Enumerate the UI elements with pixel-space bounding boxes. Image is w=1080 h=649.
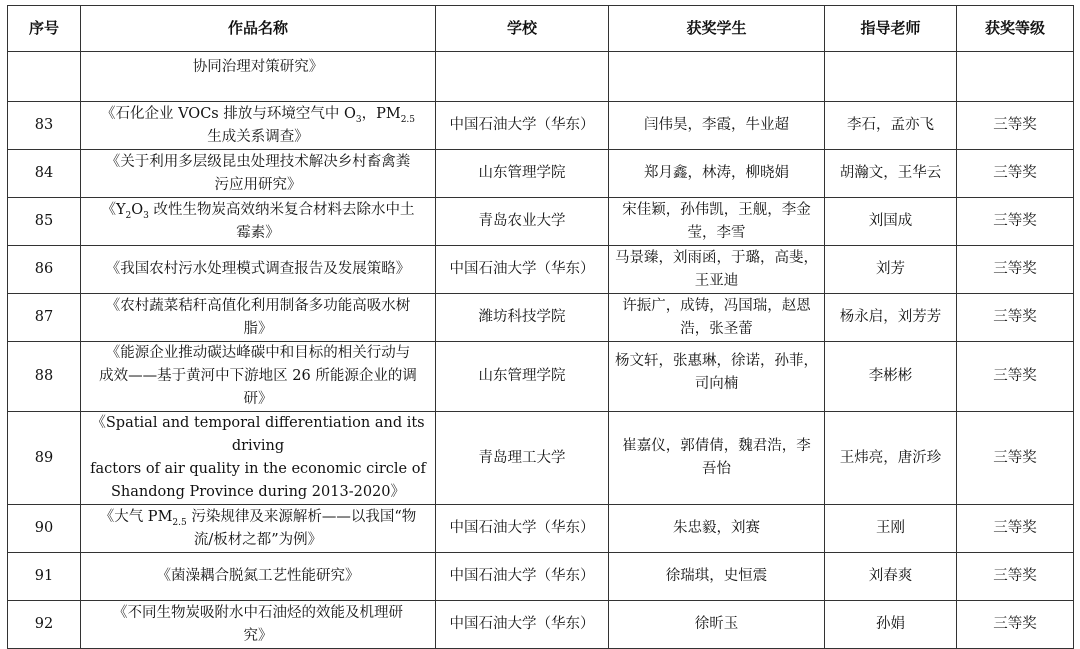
- title-line: 《关于利用多层级昆虫处理技术解决乡村畜禽粪: [105, 153, 411, 170]
- cell-students: 闫伟昊，李霞，牛业超: [609, 102, 825, 150]
- cell-title: [81, 198, 436, 246]
- cell-no: 88: [8, 342, 81, 412]
- title-line: 生成关系调查》: [207, 128, 309, 145]
- cell-no: 92: [8, 601, 81, 649]
- cell-school: 中国石油大学（华东）: [436, 553, 609, 601]
- cell-level: 三等奖: [957, 294, 1074, 342]
- cell-level: 三等奖: [957, 150, 1074, 198]
- cell-teachers: 王炜亮，唐沂珍: [825, 412, 957, 505]
- table-row: [8, 412, 1074, 505]
- cell-teachers: 孙娟: [825, 601, 957, 649]
- cell-title: 《我国农村污水处理模式调查报告及发展策略》: [81, 246, 436, 294]
- cell-title: [81, 294, 436, 342]
- cell-students: [609, 294, 825, 342]
- cell-level: 三等奖: [957, 505, 1074, 553]
- students-line: 杨文轩，张惠琳，徐诺，孙菲，: [615, 353, 818, 369]
- title-line: 《能源企业推动碳达峰碳中和目标的相关行动与: [105, 345, 411, 361]
- cell-title: [81, 150, 436, 198]
- cell-teachers: 李石，孟亦飞: [825, 102, 957, 150]
- students-line: 浩，张圣蕾: [680, 320, 753, 337]
- title-line: 成效——基于黄河中下游地区 26 所能源企业的调: [99, 368, 417, 384]
- cell-title: [81, 505, 436, 553]
- cell-school: 中国石油大学（华东）: [436, 102, 609, 150]
- cell-title: [81, 412, 436, 505]
- title-line: factors of air quality in the economic circle of: [90, 461, 426, 477]
- title-line: Shandong Province during 2013-2020》: [110, 484, 405, 500]
- cell-level: 三等奖: [957, 246, 1074, 294]
- cell-students: [609, 342, 825, 412]
- cell-students: [609, 198, 825, 246]
- table-row: [8, 601, 1074, 649]
- table-row: [8, 102, 1074, 150]
- title-line: 脂》: [243, 320, 273, 337]
- cell-no: 89: [8, 412, 81, 505]
- title-line: 《Spatial and temporal differentiation and its driving: [91, 415, 425, 454]
- cell-title: [81, 601, 436, 649]
- cell-school: 山东管理学院: [436, 342, 609, 412]
- title-line: 究》: [243, 627, 273, 644]
- cell-teachers: 胡瀚文，王华云: [825, 150, 957, 198]
- header-school: 学校: [436, 6, 609, 52]
- title-line: 研》: [243, 391, 273, 407]
- students-line: 宋佳颖，孙伟凯，王舰，李金: [622, 201, 811, 218]
- title-line: 《农村蔬菜秸秆高值化利用制备多功能高吸水树: [105, 297, 411, 314]
- cell-teachers: 王刚: [825, 505, 957, 553]
- cell-no: 91: [8, 553, 81, 601]
- table-row: [8, 294, 1074, 342]
- cell-teachers: 刘国成: [825, 198, 957, 246]
- cell-no: 86: [8, 246, 81, 294]
- cell-title: [81, 342, 436, 412]
- cell-title: [81, 52, 436, 102]
- title-line: 《石化企业 VOCs 排放与环境空气中 $O_3$，$PM_{2.5}$: [100, 105, 416, 125]
- title-line: 污应用研究》: [214, 176, 302, 193]
- header-teachers: 指导老师: [825, 6, 957, 52]
- cell-no: [8, 52, 81, 102]
- title-line: 霉素》: [236, 224, 280, 241]
- cell-school: 中国石油大学（华东）: [436, 601, 609, 649]
- cell-no: 90: [8, 505, 81, 553]
- cell-title: 《菌澡耦合脱氮工艺性能研究》: [81, 553, 436, 601]
- cell-school: 中国石油大学（华东）: [436, 505, 609, 553]
- cell-students: [609, 52, 825, 102]
- table-row: [8, 342, 1074, 412]
- cell-school: 山东管理学院: [436, 150, 609, 198]
- cell-level: 三等奖: [957, 102, 1074, 150]
- header-level: 获奖等级: [957, 6, 1074, 52]
- cell-no: 84: [8, 150, 81, 198]
- table-row: [8, 150, 1074, 198]
- students-line: 马景臻，刘雨函，于璐，高斐，: [615, 249, 818, 266]
- cell-students: 徐瑞琪，史恒震: [609, 553, 825, 601]
- table-row: [8, 52, 1074, 102]
- table-row: [8, 198, 1074, 246]
- cell-teachers: 李彬彬: [825, 342, 957, 412]
- header-row: [8, 6, 1074, 52]
- cell-school: 青岛理工大学: [436, 412, 609, 505]
- students-line: 司向楠: [694, 376, 739, 392]
- cell-students: [609, 412, 825, 505]
- title-line: 流/板材之都”为例》: [193, 531, 323, 548]
- students-line: 吾怡: [702, 461, 731, 477]
- cell-no: 87: [8, 294, 81, 342]
- header-students: 获奖学生: [609, 6, 825, 52]
- cell-level: 三等奖: [957, 553, 1074, 601]
- title-line: 《大气 $PM_{2.5}$ 污染规律及来源解析——以我国“物: [99, 508, 417, 528]
- cell-no: 83: [8, 102, 81, 150]
- students-line: 许振广，成铸，冯国瑞，赵恩: [622, 297, 811, 314]
- cell-teachers: [825, 52, 957, 102]
- cell-students: 朱忠毅，刘赛: [609, 505, 825, 553]
- cell-level: 三等奖: [957, 198, 1074, 246]
- cell-students: 郑月鑫，林涛，柳晓娟: [609, 150, 825, 198]
- table-row: [8, 553, 1074, 601]
- cell-school: 中国石油大学（华东）: [436, 246, 609, 294]
- cell-school: 青岛农业大学: [436, 198, 609, 246]
- cell-teachers: 刘春爽: [825, 553, 957, 601]
- cell-students: [609, 246, 825, 294]
- cell-title: [81, 102, 436, 150]
- title-line: 《$Y_2O_3$ 改性生物炭高效纳米复合材料去除水中土: [101, 201, 415, 221]
- cell-level: 三等奖: [957, 342, 1074, 412]
- students-line: 王亚迪: [694, 272, 739, 289]
- cell-no: 85: [8, 198, 81, 246]
- cell-school: [436, 52, 609, 102]
- title-line: 《不同生物炭吸附水中石油烃的效能及机理研: [113, 604, 403, 621]
- header-no: 序号: [8, 6, 81, 52]
- title-text: 协同治理对策研究》: [192, 59, 324, 75]
- students-line: 莹，李雪: [687, 224, 746, 241]
- cell-level: [957, 52, 1074, 102]
- cell-teachers: 刘芳: [825, 246, 957, 294]
- table-row: [8, 505, 1074, 553]
- cell-level: 三等奖: [957, 412, 1074, 505]
- students-line: 崔嘉仪，郭倩倩，魏君浩，李: [622, 438, 811, 454]
- header-title: 作品名称: [81, 6, 436, 52]
- cell-level: 三等奖: [957, 601, 1074, 649]
- cell-teachers: 杨永启，刘芳芳: [825, 294, 957, 342]
- cell-students: 徐昕玉: [609, 601, 825, 649]
- awards-table: [7, 5, 1074, 649]
- table-row: [8, 246, 1074, 294]
- cell-school: 潍坊科技学院: [436, 294, 609, 342]
